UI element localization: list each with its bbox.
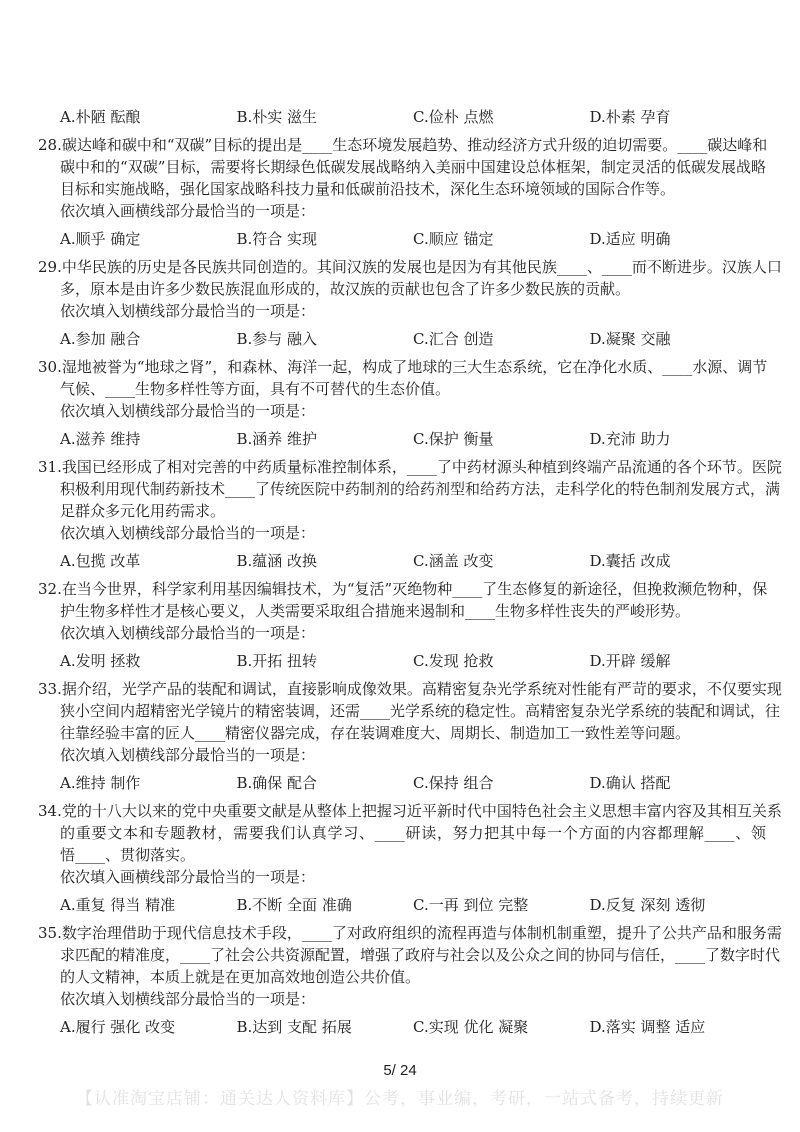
options-row <box>38 894 766 916</box>
options-row <box>38 428 766 450</box>
question <box>38 134 766 250</box>
option: C.顺应 锚定 <box>413 230 494 248</box>
option: C.保持 组合 <box>413 774 494 792</box>
question <box>38 922 782 1038</box>
option: A.重复 得当 精准 <box>60 896 176 914</box>
document-body <box>38 106 782 1038</box>
option: C.保护 衡量 <box>413 430 494 448</box>
option: A.滋养 维持 <box>60 430 141 448</box>
option: B.开拓 扭转 <box>236 652 318 670</box>
option: D.落实 调整 适应 <box>589 1018 706 1036</box>
question <box>38 800 782 916</box>
option: A.顺乎 确定 <box>60 230 141 248</box>
question-text-line: 35.数字治理借助于现代信息技术手段，____了对政府组织的流程再造与体制机制重塑，提升了公共产品和服务需 <box>38 924 782 942</box>
option: D.囊括 改成 <box>589 552 671 570</box>
option: D.反复 深刻 透彻 <box>589 896 706 914</box>
question-prompt: 依次填入画横线部分最恰当的一项是： <box>60 868 316 886</box>
option: B.达到 支配 拓展 <box>236 1018 352 1036</box>
options-row <box>38 550 766 572</box>
option: C.发现 抢救 <box>413 652 494 670</box>
option: D.充沛 助力 <box>589 430 671 448</box>
question-text-line: 悟____、贯彻落实。 <box>60 846 196 864</box>
question-prompt: 依次填入划横线部分最恰当的一项是： <box>60 746 316 764</box>
question <box>38 356 766 450</box>
options-row <box>38 650 766 672</box>
options-row <box>38 328 766 350</box>
option: C.实现 优化 凝聚 <box>413 1018 529 1036</box>
question-prompt: 依次填入划横线部分最恰当的一项是： <box>60 624 316 642</box>
question-text-line: 多，原本是由许多少数民族混血形成的，故汉族的贡献也包含了许多少数民族的贡献。 <box>60 280 631 298</box>
question-text-line: 目标和实施战略，强化国家战略科技力量和低碳前沿技术，深化生态环境领域的国际合作等。 <box>60 180 676 198</box>
option: A.发明 拯救 <box>60 652 141 670</box>
options-row <box>38 772 766 794</box>
option: B.符合 实现 <box>236 230 318 248</box>
question-text-line: 33.据介绍，光学产品的装配和调试，直接影响成像效果。高精密复杂光学系统对性能有严苛的要求，不仅要实现 <box>38 680 782 698</box>
option: D.适应 明确 <box>589 230 671 248</box>
option: A.包揽 改革 <box>60 552 141 570</box>
question <box>38 256 782 350</box>
option: A.参加 融合 <box>60 330 141 348</box>
option: B.涵养 维护 <box>236 430 318 448</box>
question-text-line: 的人文精神，本质上就是在更加高效地创造公共价值。 <box>60 968 421 986</box>
question-text-line: 的重要文本和专题教材，需要我们认真学习、____研读，努力把其中每一个方面的内容都理解____、领 <box>60 824 766 842</box>
question-text-line: 护生物多样性才是核心要义，人类需要采取组合措施来遏制和____生物多样性丧失的严峻形势。 <box>60 602 691 620</box>
option: B.不断 全面 准确 <box>236 896 352 914</box>
question <box>38 578 766 672</box>
option: D.凝聚 交融 <box>589 330 671 348</box>
question-text-line: 足群众多元化用药需求。 <box>60 502 226 520</box>
question <box>38 456 782 572</box>
option: D.朴素 孕育 <box>589 108 671 126</box>
question-text-line: 求匹配的精准度，____了社会公共资源配置，增强了政府与社会以及公众之间的协同与信任，____了数字时代 <box>60 946 781 964</box>
question-text-line: 积极利用现代制药新技术____了传统医院中药制剂的给药剂型和给药方法，走科学化的特色制剂发展方式，满 <box>60 480 781 498</box>
question-prompt: 依次填入画横线部分最恰当的一项是： <box>60 202 316 220</box>
watermark: 【认准淘宝店铺：通关达人资料库】公考，事业编，考研，一站式备考，持续更新 <box>76 1089 724 1109</box>
option: A.履行 强化 改变 <box>60 1018 176 1036</box>
q27-options <box>38 106 766 128</box>
question-text-line: 往靠经验丰富的匠人____精密仪器完成，存在装调难度大、周期长、制造加工一致性差等问题。 <box>60 724 691 742</box>
question-text-line: 碳中和的“双碳”目标，需要将长期绿色低碳发展战略纳入美丽中国建设总体框架，制定灵活的低碳发展战略 <box>60 158 766 176</box>
option: B.参与 融入 <box>236 330 318 348</box>
option: C.俭朴 点燃 <box>413 108 494 126</box>
page-number: 5/ 24 <box>383 1062 417 1079</box>
question-text-line: 32.在当今世界，科学家利用基因编辑技术，为“复活”灭绝物种____了生态修复的新途径，但挽救濒危物种，保 <box>38 580 768 598</box>
option: C.涵盖 改变 <box>413 552 494 570</box>
option: D.开辟 缓解 <box>589 652 671 670</box>
question-text-line: 30.湿地被誉为“地球之肾”，和森林、海洋一起，构成了地球的三大生态系统，它在净化水质、____水源、调节 <box>38 358 768 376</box>
option: A.朴陋 酝酿 <box>60 108 141 126</box>
question-prompt: 依次填入划横线部分最恰当的一项是： <box>60 402 316 420</box>
question-text-line: 狭小空间内超精密光学镜片的精密装调，还需____光学系统的稳定性。高精密复杂光学系统的装配和调试，往 <box>60 702 781 720</box>
option: C.一再 到位 完整 <box>413 896 529 914</box>
option: B.蕴涵 改换 <box>236 552 318 570</box>
question-text-line: 34.党的十八大以来的党中央重要文献是从整体上把握习近平新时代中国特色社会主义思想丰富内容及其相互关系 <box>38 802 782 820</box>
question-text-line: 29.中华民族的历史是各民族共同创造的。其间汉族的发展也是因为有其他民族____、____而不断进步。汉族人口 <box>38 258 782 276</box>
option: B.朴实 滋生 <box>236 108 318 126</box>
question-prompt: 依次填入划横线部分最恰当的一项是： <box>60 990 316 1008</box>
question-text-line: 气候、____生物多样性等方面，具有不可替代的生态价值。 <box>60 380 451 398</box>
question-list <box>38 134 782 1038</box>
question-text-line: 28.碳达峰和碳中和“双碳”目标的提出是____生态环境发展趋势、推动经济方式升级的迫切需要。____碳达峰和 <box>38 136 768 154</box>
option: B.确保 配合 <box>236 774 318 792</box>
option: A.维持 制作 <box>60 774 141 792</box>
option: C.汇合 创造 <box>413 330 494 348</box>
question-prompt: 依次填入划横线部分最恰当的一项是： <box>60 302 316 320</box>
question-text-line: 31.我国已经形成了相对完善的中药质量标准控制体系，____了中药材源头种植到终端产品流通的各个环节。医院 <box>38 458 782 476</box>
question <box>38 678 782 794</box>
option: D.确认 搭配 <box>589 774 671 792</box>
options-row <box>38 1016 766 1038</box>
question-prompt: 依次填入划横线部分最恰当的一项是： <box>60 524 316 542</box>
options-row <box>38 228 766 250</box>
